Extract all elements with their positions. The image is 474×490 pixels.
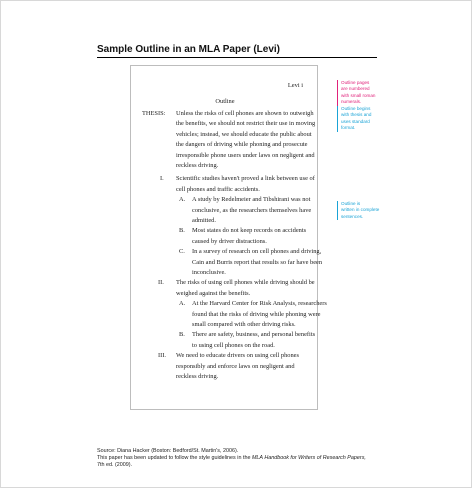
margin-note-line: written in complete — [341, 207, 380, 213]
margin-note-line: format. — [341, 125, 356, 131]
subpoint-line: A study by Redelmeier and Tibshirani was not — [192, 196, 311, 204]
section-numeral: I. — [160, 175, 164, 183]
update-note-text: This paper has been updated to follow the style guidelines in the — [97, 455, 252, 461]
section-line: weighed against the benefits. — [176, 289, 251, 297]
section-line: Scientific studies haven't proved a link between use of — [176, 175, 315, 183]
subpoint-line: admitted. — [192, 217, 216, 224]
margin-note — [341, 80, 375, 106]
heading-rule — [97, 57, 377, 58]
handbook-title: MLA Handbook for Writers of Research Papers, — [251, 455, 366, 461]
section-line: The risks of using cell phones while driving should be — [176, 279, 315, 287]
subpoint-line: conclusive, as the researchers themselves have — [192, 206, 312, 214]
margin-note-line: numerals. — [341, 99, 362, 105]
thesis-line: the dangers of driving while phoning and prosecute — [176, 141, 308, 149]
subpoint-line: small compared with other driving risks. — [192, 321, 296, 328]
subpoint-line: inconclusive. — [192, 269, 226, 276]
subpoint-letter: C. — [179, 248, 185, 256]
margin-note-line: with thesis and — [341, 112, 372, 118]
section-line: responsibly and enforce laws on negligent and — [176, 362, 295, 370]
subpoint-line: Cain and Burris report that results so far have been — [192, 258, 323, 266]
section-line: reckless driving. — [176, 373, 219, 380]
margin-note — [341, 106, 371, 132]
subpoint-line: There are safety, business, and personal benefits — [192, 331, 316, 339]
margin-note-line: are numbered — [341, 86, 370, 92]
outline-paper — [130, 65, 327, 410]
margin-note-bar — [337, 201, 338, 220]
thesis-line: Unless the risks of cell phones are shown to outweigh — [176, 110, 314, 117]
section-line: cell phones and traffic accidents. — [176, 185, 260, 193]
thesis-line: vehicles; instead, we should educate the public about — [176, 130, 312, 138]
margin-note-line: Outline pages — [341, 80, 370, 85]
running-header: Levi i — [287, 82, 303, 89]
page-heading: Sample Outline in an MLA Paper (Levi) — [97, 44, 280, 55]
margin-note-line: Outline is — [341, 201, 361, 206]
margin-note-line: with small roman — [341, 92, 376, 98]
margin-note-bar — [337, 106, 338, 132]
margin-note-line: sentences. — [341, 213, 364, 219]
source-line: Source: Diana Hacker (Boston: Bedford/St. Martin's, 2006). — [97, 448, 239, 454]
thesis-line: reckless driving. — [176, 162, 219, 169]
margin-note-line: Outline begins — [341, 106, 371, 111]
subpoint-line: to using cell phones on the road. — [192, 341, 275, 349]
subpoint-line: At the Harvard Center for Risk Analysis, researchers — [192, 300, 327, 308]
subpoint-letter: B. — [179, 331, 185, 339]
thesis-line: the benefits, we should not restrict their use in moving — [176, 120, 316, 128]
margin-note-bar — [337, 80, 338, 106]
subpoint-line: Most states do not keep records on accidents — [192, 227, 307, 235]
update-note — [97, 455, 366, 462]
outline-title: Outline — [215, 98, 235, 105]
section-line: We need to educate drivers on using cell phones — [176, 352, 299, 360]
subpoint-line: found that the risks of driving while phoning were — [192, 310, 321, 318]
subpoint-letter: A. — [179, 300, 186, 308]
subpoint-letter: A. — [179, 196, 186, 204]
section-numeral: II. — [158, 279, 164, 287]
section-numeral: III. — [158, 352, 166, 360]
margin-note — [341, 201, 379, 220]
margin-note-line: uses standard — [341, 118, 370, 124]
subpoint-line: In a survey of research on cell phones and driving, — [192, 248, 322, 256]
thesis-line: irresponsible phone users under laws on negligent and — [176, 151, 315, 159]
subpoint-letter: B. — [179, 227, 185, 235]
thesis-label: THESIS: — [142, 110, 166, 117]
edition-note: 7th ed. (2009). — [97, 462, 133, 468]
subpoint-line: caused by driver distractions. — [192, 237, 267, 245]
